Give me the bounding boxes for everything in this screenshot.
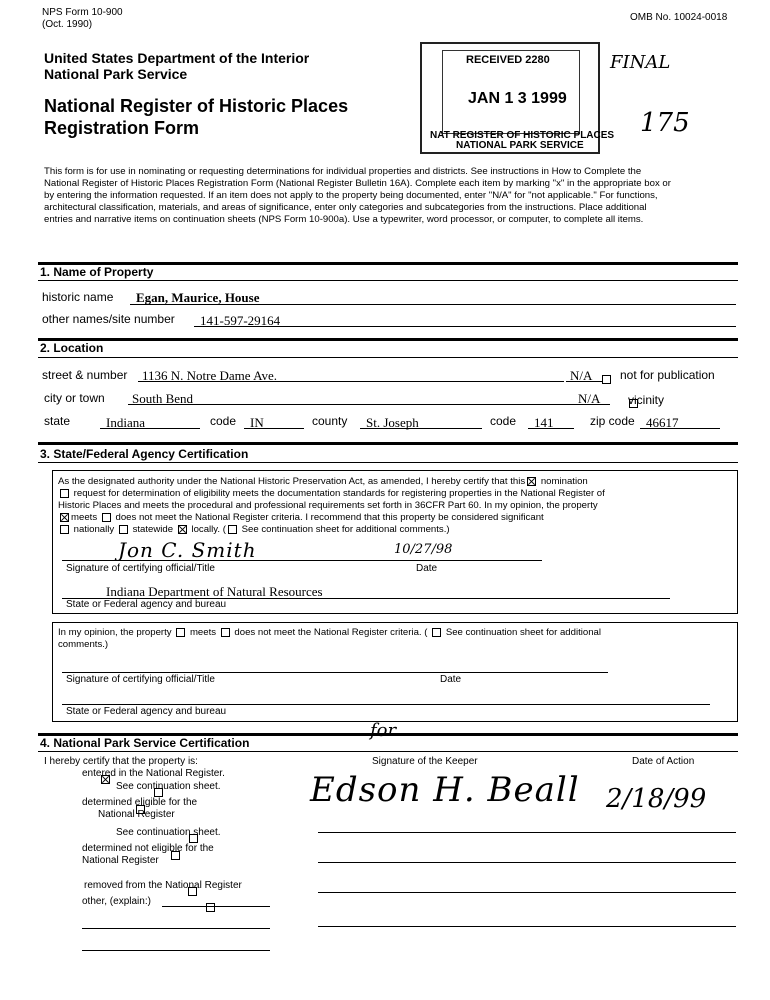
continuation-checkbox[interactable] <box>228 525 237 534</box>
city-na: N/A <box>578 391 601 406</box>
field-line <box>130 304 736 305</box>
field-line <box>640 428 720 429</box>
opinion-line: comments.) <box>58 639 109 650</box>
section1-heading: 1. Name of Property <box>40 265 154 279</box>
street-na: N/A <box>570 368 593 383</box>
see-continuation-label: See continuation sheet. <box>116 781 221 792</box>
opinion-line: In my opinion, the property <box>58 627 172 638</box>
street-label: street & number <box>42 368 128 382</box>
number-annotation: 175 <box>640 108 690 138</box>
state-code-value[interactable]: IN <box>250 415 264 430</box>
signature2-label: Signature of certifying official/Title <box>66 674 215 685</box>
cert-line: statewide <box>132 524 174 535</box>
city-value[interactable]: South Bend <box>132 391 194 406</box>
field-line <box>566 381 602 382</box>
field-line <box>62 672 608 673</box>
form-date: (Oct. 1990) <box>42 19 93 30</box>
field-line <box>318 832 736 833</box>
field-line <box>318 862 736 863</box>
keeper-initials: for <box>370 720 397 741</box>
nomination-checkbox[interactable] <box>527 477 536 486</box>
vicinity-label: vicinity <box>628 393 665 407</box>
agency-value[interactable]: Indiana Department of Natural Resources <box>106 584 323 599</box>
cert-line: does not meet the National Register criteria. I recommend that this property be considered significant <box>115 512 544 523</box>
section4-heading: 4. National Park Service Certification <box>40 736 250 750</box>
section-rule <box>38 338 738 341</box>
field-line <box>62 704 710 705</box>
stamp-line1: NAT REGISTER OF HISTORIC PLACES <box>430 130 615 141</box>
historic-name-label: historic name <box>42 290 114 304</box>
action-date: 2/18/99 <box>606 784 707 814</box>
cert-line: meets <box>71 512 98 523</box>
form-number: NPS Form 10-900 <box>42 7 123 18</box>
stamp-received: RECEIVED 2280 <box>466 54 550 66</box>
state-code-label: code <box>210 414 237 428</box>
received-stamp <box>420 42 615 154</box>
certifying-date: 10/27/98 <box>394 542 453 557</box>
final-annotation: FINAL <box>610 52 671 73</box>
section-rule <box>38 280 738 281</box>
locally-checkbox[interactable] <box>178 525 187 534</box>
instructions <box>44 166 734 226</box>
field-line <box>138 381 564 382</box>
state-label: state <box>44 414 71 428</box>
other-names-value[interactable]: 141-597-29164 <box>200 313 281 328</box>
cert-line: request for determination of eligibility meets the documentation standards for registering properties in the National Register of <box>73 488 605 499</box>
removed-label: removed from the National Register <box>84 880 242 891</box>
section3-heading: 3. State/Federal Agency Certification <box>40 447 249 461</box>
street-value[interactable]: 1136 N. Notre Dame Ave. <box>142 368 278 383</box>
opinion-meets-checkbox[interactable] <box>176 628 185 637</box>
field-line <box>128 404 574 405</box>
field-line <box>528 428 574 429</box>
county-label: county <box>312 414 348 428</box>
keeper-label: Signature of the Keeper <box>372 756 478 767</box>
date-label: Date <box>416 563 438 574</box>
agency-label: State or Federal agency and bureau <box>66 599 227 610</box>
other-checkbox[interactable] <box>206 903 215 912</box>
not-eligible-label-2: National Register <box>82 855 159 866</box>
eligible-label-2: National Register <box>98 809 175 820</box>
signature-label: Signature of certifying official/Title <box>66 563 215 574</box>
not-for-publication-label: not for publication <box>620 368 715 382</box>
field-line <box>360 428 482 429</box>
nationally-checkbox[interactable] <box>60 525 69 534</box>
omb-number: OMB No. 10024-0018 <box>630 12 728 23</box>
form-subtitle: Registration Form <box>44 118 200 138</box>
meets-checkbox[interactable] <box>60 513 69 522</box>
eligible-label: determined eligible for the <box>82 797 198 808</box>
other-names-label: other names/site number <box>42 312 175 326</box>
cert-line: nationally <box>73 524 115 535</box>
zip-value[interactable]: 46617 <box>646 415 679 430</box>
date2-label: Date <box>440 674 462 685</box>
historic-name-value[interactable]: Egan, Maurice, House <box>136 290 260 305</box>
section-rule <box>38 357 738 358</box>
nps-intro: I hereby certify that the property is: <box>44 756 198 767</box>
department: United States Department of the Interior <box>44 50 310 66</box>
field-line <box>62 560 542 561</box>
does-not-meet-checkbox[interactable] <box>102 513 111 522</box>
section-rule <box>38 442 738 445</box>
section-rule <box>38 462 738 463</box>
instruction-line: architectural classification, materials, and areas of significance, enter only categories and subcategories from the instructions. Place additional <box>44 202 647 213</box>
state-value[interactable]: Indiana <box>106 415 145 430</box>
agency2-label: State or Federal agency and bureau <box>66 706 227 717</box>
field-line <box>574 404 610 405</box>
section2-heading: 2. Location <box>40 341 104 355</box>
keeper-signature: Edson H. Beall <box>310 770 580 810</box>
opinion-not-meet-checkbox[interactable] <box>221 628 230 637</box>
field-line <box>162 906 270 907</box>
field-line <box>82 928 270 929</box>
opinion-line: does not meet the National Register criteria. ( <box>234 627 428 638</box>
opinion-continuation-checkbox[interactable] <box>432 628 441 637</box>
instruction-line: This form is for use in nominating or requesting determinations for individual properties and districts. See instructions in How to Complete the <box>44 166 642 177</box>
stamp-date: JAN 1 3 1999 <box>468 90 567 107</box>
county-value[interactable]: St. Joseph <box>366 415 419 430</box>
cert-line: See continuation sheet for additional comments.) <box>241 524 450 535</box>
not-eligible-label: determined not eligible for the <box>82 843 214 854</box>
county-code-label: code <box>490 414 517 428</box>
stamp-line2: NATIONAL PARK SERVICE <box>456 140 584 151</box>
other-label: other, (explain:) <box>82 896 151 907</box>
cert-line: locally. ( <box>191 524 226 535</box>
statewide-checkbox[interactable] <box>119 525 128 534</box>
certification-text <box>58 476 734 536</box>
instruction-line: by entering the information requested. If an item does not apply to the property being documented, enter "N/A" for "not applicable." For functions, <box>44 190 658 201</box>
field-line <box>82 950 270 951</box>
instruction-line: entries and narrative items on continuation sheets (NPS Form 10-900a). Use a typewriter, word processor, or computer, to complete all items. <box>44 214 644 225</box>
field-line <box>100 428 200 429</box>
county-code-value[interactable]: 141 <box>534 415 554 430</box>
action-date-label: Date of Action <box>632 756 695 767</box>
not-for-publication-checkbox[interactable] <box>602 375 611 384</box>
opinion-line: See continuation sheet for additional <box>445 627 602 638</box>
cert-line: nomination <box>540 476 588 487</box>
field-line <box>318 926 736 927</box>
instruction-line: National Register of Historic Places Registration Form (National Register Bulletin 16A). Complete each item by marking "x" in the appropriate box or <box>44 178 671 189</box>
see-continuation-2-label: See continuation sheet. <box>116 827 221 838</box>
form-title: National Register of Historic Places <box>44 96 349 116</box>
zip-label: zip code <box>590 414 635 428</box>
opinion-text <box>58 627 734 651</box>
field-line <box>194 326 736 327</box>
field-line <box>318 892 736 893</box>
field-line <box>244 428 304 429</box>
certifying-signature: Jon C. Smith <box>118 538 257 562</box>
agency: National Park Service <box>44 66 188 82</box>
cert-line: Historic Places and meets the procedural and professional requirements set forth in 36CFR Part 60. In my opinion, the property <box>58 500 598 511</box>
cert-line: As the designated authority under the National Historic Preservation Act, as amended, I hereby certify that this <box>58 476 526 487</box>
city-label: city or town <box>44 391 105 405</box>
section-rule <box>38 751 738 752</box>
determination-checkbox[interactable] <box>60 489 69 498</box>
opinion-line: meets <box>189 627 217 638</box>
entered-label: entered in the National Register. <box>82 768 225 779</box>
